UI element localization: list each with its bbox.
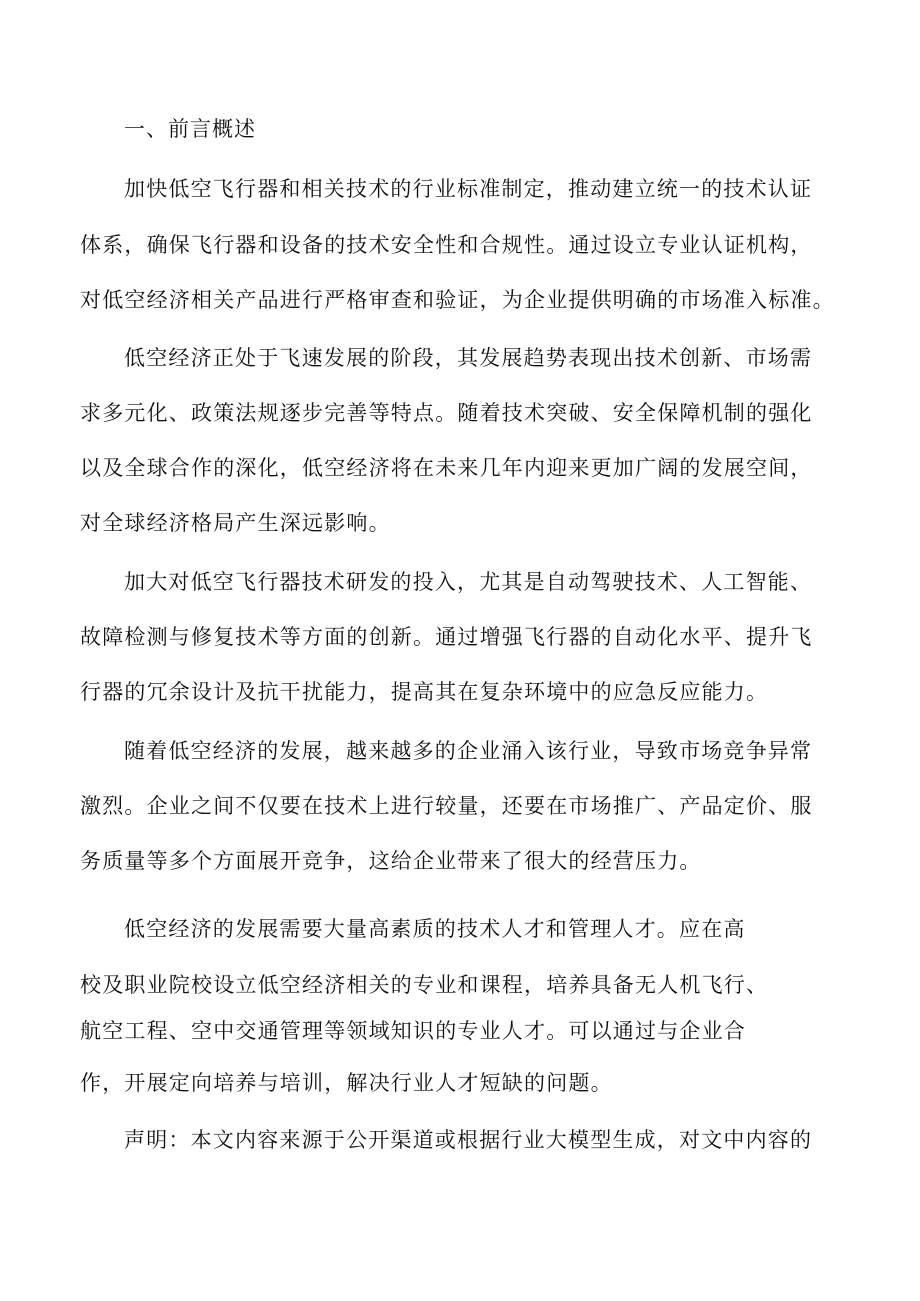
paragraph-line: 加大对低空飞行器技术研发的投入，尤其是自动驾驶技术、人工智能、 bbox=[124, 570, 813, 594]
paragraph-line: 加快低空飞行器和相关技术的行业标准制定，推动建立统一的技术认证 bbox=[124, 177, 813, 201]
paragraph-line: 以及全球合作的深化，低空经济将在未来几年内迎来更加广阔的发展空间， bbox=[80, 456, 813, 480]
paragraph-line: 求多元化、政策法规逐步完善等特点。随着技术突破、安全保障机制的强化 bbox=[80, 401, 813, 425]
paragraph-line: 体系，确保飞行器和设备的技术安全性和合规性。通过设立专业认证机构， bbox=[80, 233, 813, 257]
paragraph-line: 对全球经济格局产生深远影响。 bbox=[80, 511, 391, 535]
paragraph-line: 低空经济的发展需要大量高素质的技术人才和管理人才。应在高 bbox=[124, 917, 746, 941]
paragraph-line: 校及职业院校设立低空经济相关的专业和课程，培养具备无人机飞行、 bbox=[80, 973, 769, 997]
disclaimer-line: 声明：本文内容来源于公开渠道或根据行业大模型生成，对文中内容的 bbox=[124, 1128, 813, 1152]
paragraph-line: 务质量等多个方面展开竞争，这给企业带来了很大的经营压力。 bbox=[80, 849, 702, 873]
paragraph-line: 行器的冗余设计及抗干扰能力，提高其在复杂环境中的应急反应能力。 bbox=[80, 680, 769, 704]
paragraph-line: 作，开展定向培养与培训，解决行业人才短缺的问题。 bbox=[80, 1071, 613, 1095]
paragraph-line: 航空工程、空中交通管理等领域知识的专业人才。可以通过与企业合 bbox=[80, 1019, 746, 1043]
paragraph-line: 低空经济正处于飞速发展的阶段，其发展趋势表现出技术创新、市场需 bbox=[124, 346, 813, 370]
paragraph-line: 激烈。企业之间不仅要在技术上进行较量，还要在市场推广、产品定价、服 bbox=[80, 794, 813, 818]
paragraph-line: 随着低空经济的发展，越来越多的企业涌入该行业，导致市场竞争异常 bbox=[124, 739, 813, 763]
paragraph-line: 对低空经济相关产品进行严格审查和验证，为企业提供明确的市场准入标准。 bbox=[80, 288, 835, 312]
paragraph-line: 故障检测与修复技术等方面的创新。通过增强飞行器的自动化水平、提升飞 bbox=[80, 625, 813, 649]
section-heading: 一、前言概述 bbox=[124, 117, 256, 141]
